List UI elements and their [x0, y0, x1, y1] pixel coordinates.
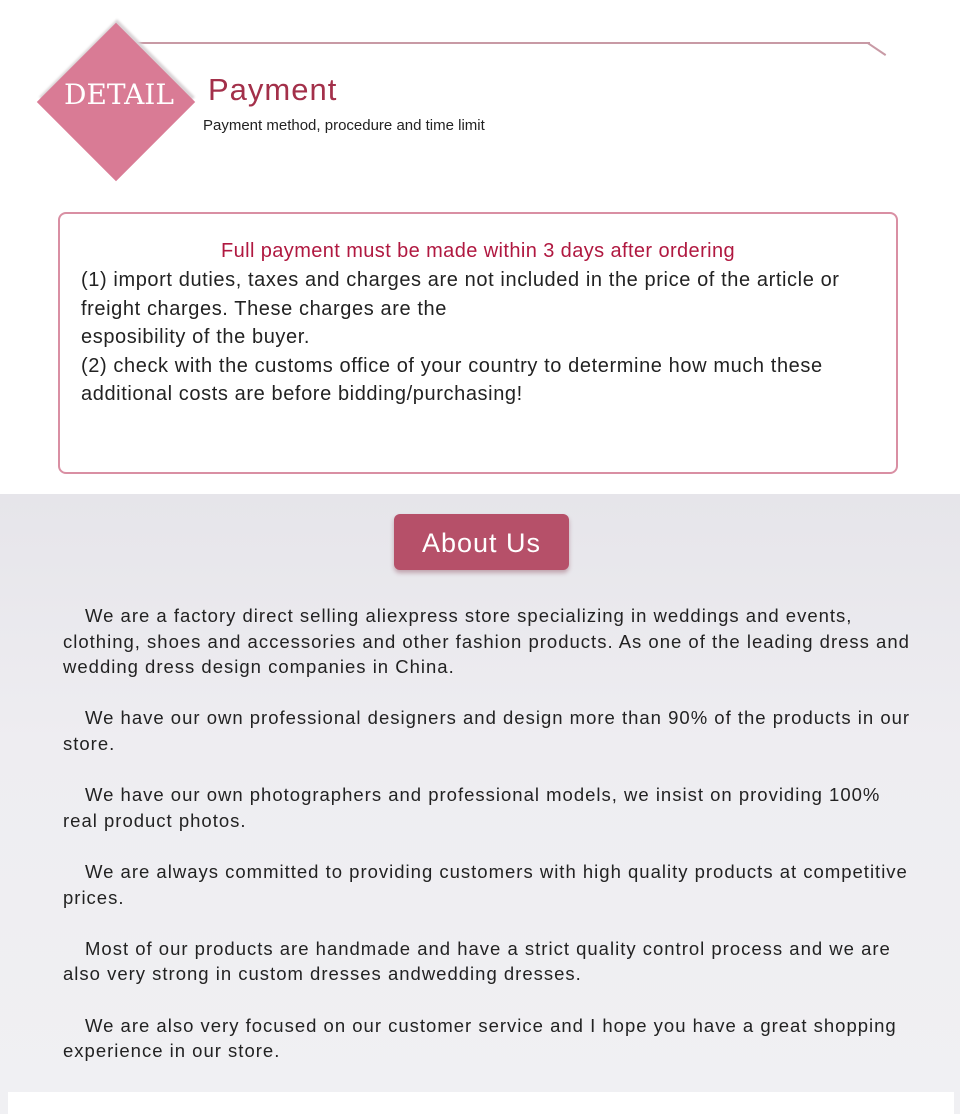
- about-paragraph: We have our own professional designers and design more than 90% of the products in our store.: [63, 707, 911, 754]
- header-divider-line: [130, 42, 870, 44]
- payment-terms: [81, 266, 881, 409]
- about-paragraph: We are a factory direct selling aliexpress store specializing in weddings and events, clothing, shoes and accessories and other fashion products. As one of the leading dress and wedding dress design companies in China.: [63, 605, 910, 678]
- detail-badge-text: DETAIL: [64, 78, 174, 111]
- about-us-button[interactable]: About Us: [394, 514, 569, 570]
- payment-headline: Full payment must be made within 3 days after ordering: [220, 240, 736, 262]
- bottom-strip: [8, 1092, 954, 1114]
- section-title: Payment: [208, 72, 338, 107]
- payment-term-line: (2) check with the customs office of your country to determine how much these additional costs are before bidding/purchasing!: [81, 354, 823, 405]
- detail-header: [0, 0, 960, 200]
- header-divider-tail: [867, 42, 886, 56]
- about-paragraph: We have our own photographers and professional models, we insist on providing 100% real product photos.: [63, 784, 881, 831]
- about-paragraph: We are also very focused on our customer service and I hope you have a great shopping experience in our store.: [63, 1014, 897, 1062]
- about-paragraph: We are always committed to providing customers with high quality products at competitive prices.: [63, 860, 908, 908]
- section-subtitle: Payment method, procedure and time limit: [203, 117, 485, 134]
- about-paragraph: Most of our products are handmade and have a strict quality control process and we are also very strong in custom dresses andwedding dresses.: [63, 937, 891, 985]
- about-text: [63, 603, 913, 1089]
- payment-term-line: (1) import duties, taxes and charges are not included in the price of the article or freight charges. These charges are the: [81, 269, 840, 320]
- payment-term-line: esposibility of the buyer.: [81, 326, 311, 348]
- payment-info-box: [58, 212, 898, 474]
- about-section: [0, 494, 960, 1114]
